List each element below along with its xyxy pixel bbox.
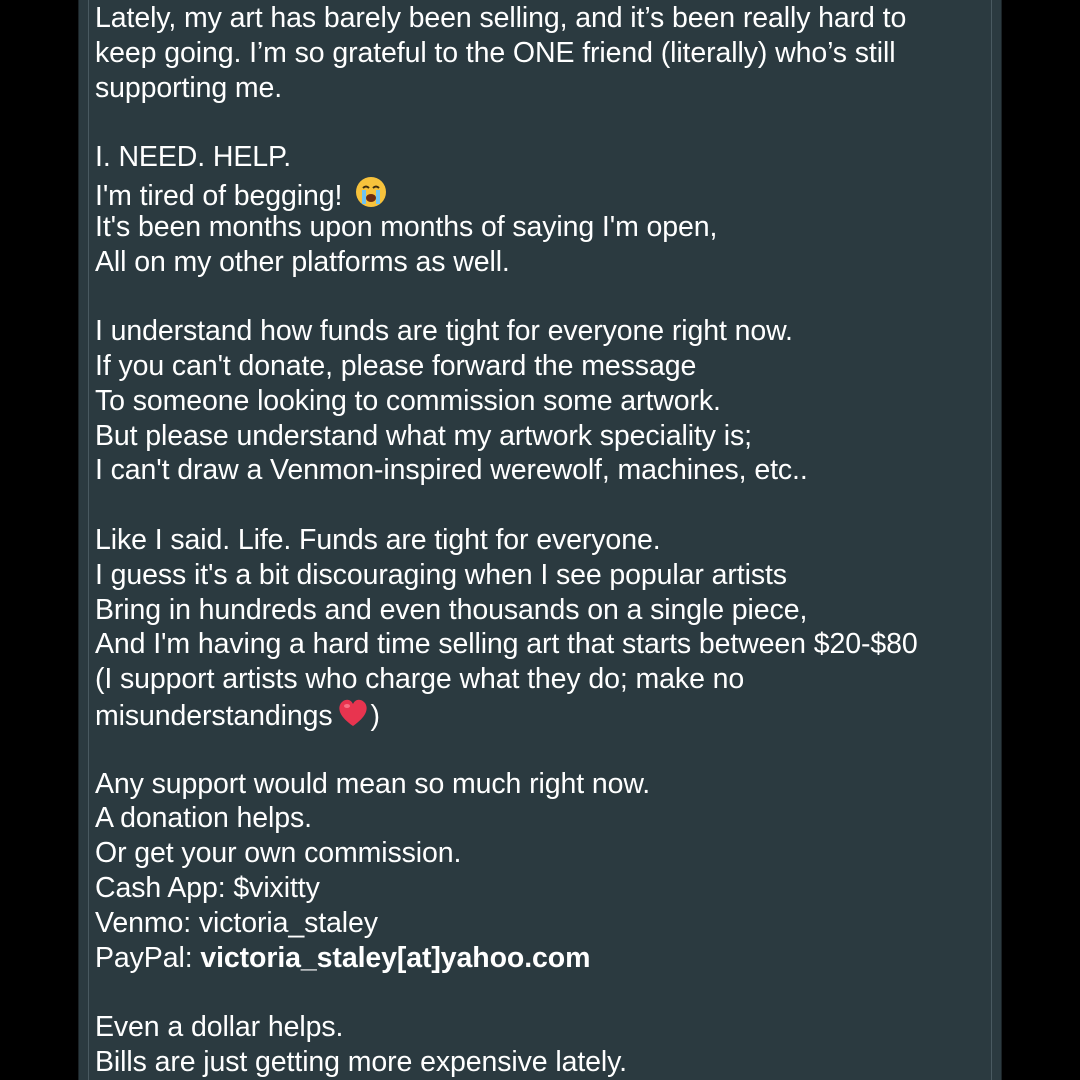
message-line: Lately, my art has barely been selling, and it’s been really hard to	[95, 2, 907, 34]
message-line: Bills are just getting more expensive lately.	[95, 1045, 627, 1078]
message-line: Any support would mean so much right now.	[95, 767, 651, 800]
message-text: )	[370, 699, 380, 732]
paypal-address: victoria_staley[at]yahoo.com	[200, 941, 591, 974]
paypal-line	[95, 941, 990, 976]
message-line-with-emoji	[95, 175, 990, 210]
message-line: (I support artists who charge what they do; make no	[95, 663, 745, 696]
message-line: I can't draw a Venmon-inspired werewolf, machines, etc..	[95, 454, 808, 487]
message-line: To someone looking to commission some artwork.	[95, 384, 721, 417]
message-line: But please understand what my artwork speciality is;	[95, 419, 752, 452]
message-line: If you can't donate, please forward the message	[95, 349, 697, 382]
panel-border-left	[88, 0, 89, 1080]
message-line: I understand how funds are tight for everyone right now.	[95, 315, 793, 348]
cashapp-handle: Cash App: $vixitty	[95, 871, 320, 904]
message-line: Bring in hundreds and even thousands on a single piece,	[95, 593, 808, 626]
message-text: misunderstandings	[95, 699, 333, 732]
message-line: And I'm having a hard time selling art that starts between $20-$80	[95, 628, 918, 661]
message-line: A donation helps.	[95, 802, 312, 835]
message-line: keep going. I’m so grateful to the ONE friend (literally) who’s still	[95, 36, 896, 69]
message-body	[95, 1, 990, 1080]
message-line: I guess it's a bit discouraging when I see popular artists	[95, 558, 787, 591]
crying-face-icon	[354, 175, 388, 209]
message-line: All on my other platforms as well.	[95, 245, 510, 278]
paypal-label: PayPal:	[95, 941, 201, 974]
message-line: It's been months upon months of saying I'm open,	[95, 210, 718, 243]
message-line-with-emoji	[95, 697, 990, 732]
message-line: Like I said. Life. Funds are tight for everyone.	[95, 523, 661, 556]
message-line: Or get your own commission.	[95, 837, 462, 870]
message-line: supporting me.	[95, 71, 283, 104]
panel-border-right	[991, 0, 992, 1080]
message-line: Even a dollar helps.	[95, 1011, 344, 1044]
message-text: I'm tired of begging!	[95, 179, 343, 212]
red-heart-icon	[336, 697, 370, 729]
message-line: I. NEED. HELP.	[95, 141, 292, 174]
venmo-handle: Venmo: victoria_staley	[95, 906, 378, 939]
